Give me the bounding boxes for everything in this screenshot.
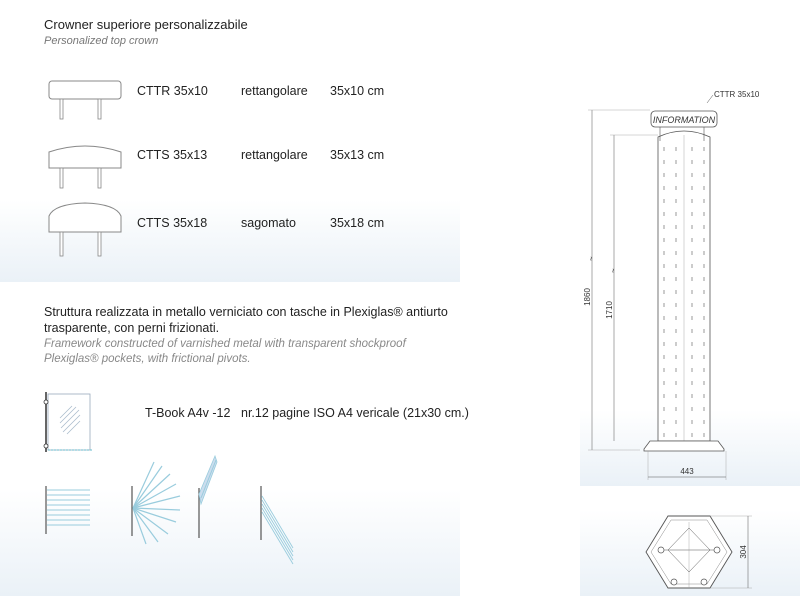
pages-closed-icon [195, 454, 225, 538]
tbook-pocket-icon [40, 390, 100, 460]
crown-shaped-icon [48, 202, 128, 262]
pages-parallel-icon [40, 484, 100, 540]
dimension-base-depth: 304 [739, 545, 748, 559]
pages-fan-icon [124, 456, 194, 546]
crown-size-label: CTTR 35x10 [714, 90, 760, 99]
crown-row-1-size: 35x10 cm [330, 84, 385, 98]
svg-text:~: ~ [609, 268, 618, 273]
crown-row-2-shape: rettangolare [241, 148, 308, 162]
tbook-code: T-Book A4v -12 [145, 406, 231, 420]
dimension-total-height: 1860 [583, 288, 592, 306]
crown-rect-medium-icon [48, 142, 128, 192]
dimension-column-height: 1710 [605, 301, 614, 319]
dimension-base-width: 443 [680, 467, 694, 476]
sign-information-text: INFORMATION [652, 115, 716, 125]
crown-rect-small-icon [48, 80, 128, 125]
crown-row-1-shape: rettangolare [241, 84, 308, 98]
structure-description-it-line2: trasparente, con perni frizionati. [44, 321, 220, 335]
crowner-title: Crowner superiore personalizzabile [44, 17, 248, 32]
stand-front-elevation-drawing [580, 85, 800, 485]
svg-text:~: ~ [587, 256, 596, 261]
crowner-subtitle: Personalized top crown [44, 35, 159, 47]
crown-row-1-code: CTTR 35x10 [137, 84, 208, 98]
crown-row-3-size: 35x18 cm [330, 216, 385, 230]
pages-open-icon [255, 484, 300, 566]
crown-row-3-shape: sagomato [241, 216, 296, 230]
crown-row-3-code: CTTS 35x18 [137, 216, 208, 230]
structure-description-en-line2: Plexiglas® pockets, with frictional pivots. [44, 353, 251, 365]
tbook-description: nr.12 pagine ISO A4 vericale (21x30 cm.) [241, 406, 469, 420]
stand-plan-view-drawing [640, 512, 760, 596]
structure-description-en-line1: Framework constructed of varnished metal with transparent shockproof [44, 338, 406, 350]
crown-row-2-code: CTTS 35x13 [137, 148, 208, 162]
structure-description-it-line1: Struttura realizzata in metallo verniciato con tasche in Plexiglas® antiurto [44, 305, 448, 319]
crown-row-2-size: 35x13 cm [330, 148, 385, 162]
